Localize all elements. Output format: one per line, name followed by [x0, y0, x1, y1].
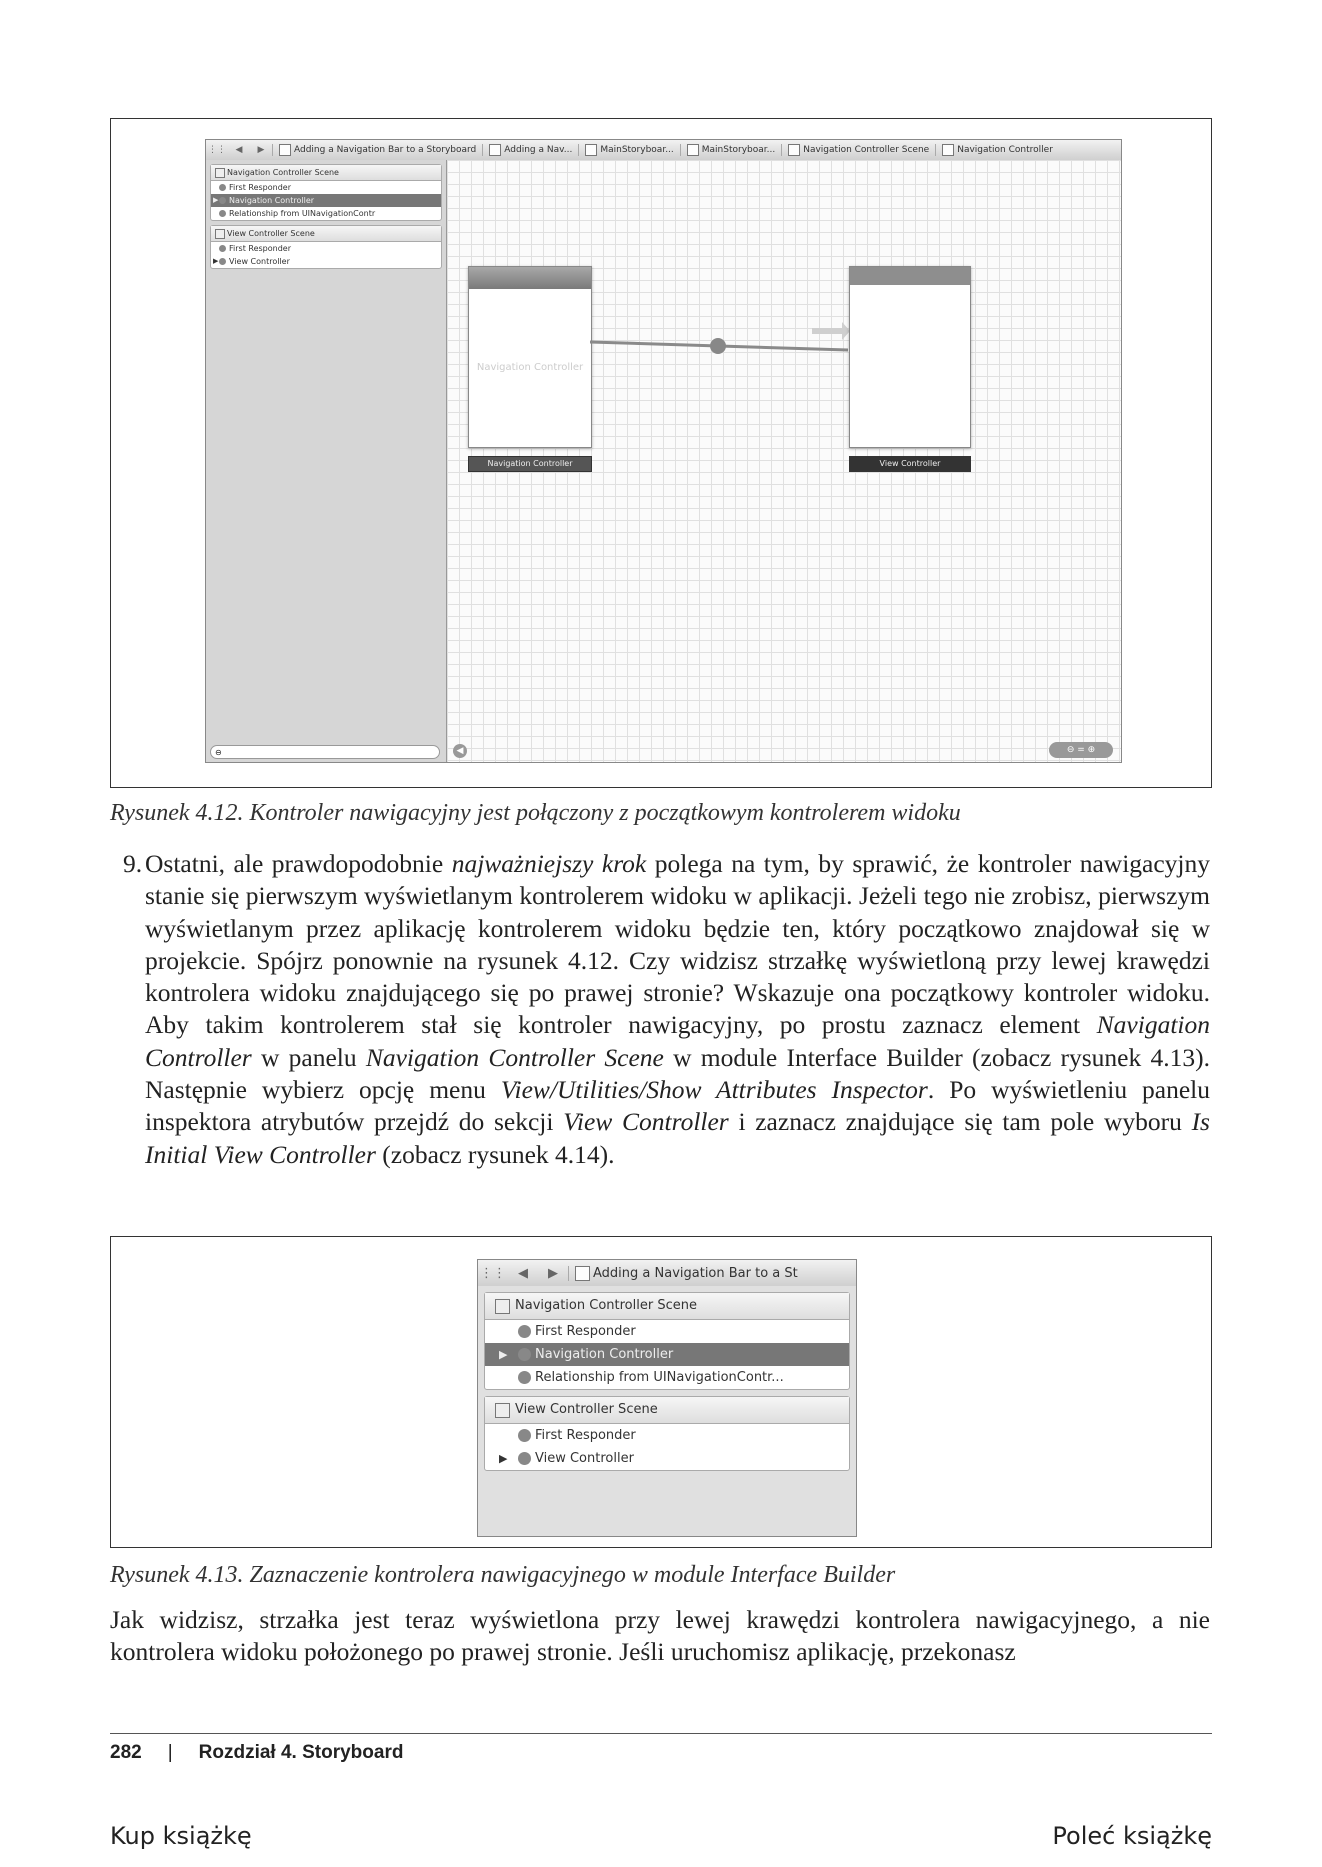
figure-caption: Rysunek 4.12. Kontroler nawigacyjny jest połączony z początkowym kontrolerem widoku	[110, 800, 961, 826]
scene-icon	[495, 1403, 510, 1418]
view-controller-scene	[484, 1396, 850, 1471]
xcode-screenshot	[205, 139, 1122, 763]
outline-filter-field[interactable]	[210, 745, 440, 759]
navigation-controller-scene	[210, 164, 442, 221]
page-number: 282	[110, 1742, 142, 1763]
outline-toggle-button[interactable]: ◀	[453, 744, 467, 758]
navigation-bar	[469, 267, 591, 289]
first-responder-icon	[518, 1429, 531, 1442]
folder-icon	[489, 144, 501, 156]
disclosure-triangle-icon[interactable]: ▶	[499, 1452, 508, 1465]
outline-item-relationship[interactable]: Relationship from UINavigationContr	[211, 207, 441, 220]
scene-icon	[215, 168, 225, 178]
project-icon	[279, 144, 291, 156]
breadcrumb-item[interactable]: Adding a Navigation Bar to a Storyboard	[272, 144, 482, 156]
outline-item-relationship[interactable]: Relationship from UINavigationContr...	[485, 1366, 849, 1389]
relationship-icon	[219, 210, 226, 217]
paragraph: Jak widzisz, strzałka jest teraz wyświetlona przy lewej krawędzi kontrolera nawigacyjnego, a nie kontrolera widoku położonego po prawej stronie. Jeśli uruchomisz aplikację, przekonasz	[110, 1605, 1210, 1667]
navigation-controller-text: Navigation Controller	[476, 362, 584, 373]
view-controller-scene	[210, 225, 442, 269]
navigation-controller-label[interactable]: Navigation Controller	[468, 456, 592, 472]
controller-icon	[942, 144, 954, 156]
breadcrumb-item[interactable]: Adding a Navigation Bar to a St	[568, 1266, 804, 1281]
figure-4-13	[110, 1236, 1212, 1548]
project-icon	[575, 1266, 590, 1281]
segue-icon[interactable]	[710, 338, 726, 354]
xcode-outline-screenshot	[477, 1259, 857, 1537]
first-responder-icon	[219, 245, 226, 252]
scene-icon	[788, 144, 800, 156]
numbered-paragraph	[123, 848, 1210, 1171]
outline-item-first-responder[interactable]: First Responder	[211, 242, 441, 255]
outline-item-navigation-controller[interactable]: ▶ Navigation Controller	[211, 194, 441, 207]
outline-item-view-controller[interactable]: ▶ View Controller	[485, 1447, 849, 1470]
forward-arrow-icon[interactable]: ▶	[257, 145, 265, 155]
navigation-controller-view[interactable]	[468, 266, 592, 448]
outline-item-navigation-controller[interactable]: ▶ Navigation Controller	[485, 1343, 849, 1366]
navigation-controller-icon	[518, 1348, 531, 1361]
first-responder-icon	[518, 1325, 531, 1338]
document-outline	[206, 160, 447, 762]
outline-item-first-responder[interactable]: First Responder	[485, 1320, 849, 1343]
segue-arrow[interactable]	[590, 330, 850, 370]
filter-icon: ⊖	[215, 748, 222, 757]
back-arrow-icon[interactable]: ◀	[235, 145, 243, 155]
buy-book-link[interactable]: Kup książkę	[110, 1822, 252, 1850]
jump-bar	[206, 140, 1121, 161]
figure-4-12	[110, 118, 1212, 788]
scene-icon	[495, 1299, 510, 1314]
document-outline	[478, 1286, 856, 1536]
status-bar	[850, 267, 970, 285]
paragraph-text: Ostatni, ale prawdopodobnie najważniejszy krok polega na tym, by sprawić, że kontroler nawigacyjny stanie się pierwszym wyświetlanym kontrolerem widoku w aplikacji. Jeżeli tego nie zrobisz, pierwszym wyświetlanym przez aplikację kontrolerem widoku będzie ten, który początkowo znajdował się w projekcie. Spójrz ponownie na rysunek 4.12. Czy widzisz strzałkę wyświetloną przy lewej krawędzi kontrolera widoku znajdującego się po prawej stronie? Wskazuje ona początkowy kontroler widoku. Aby takim kontrolerem stał się kontroler nawigacyjny, po prostu zaznacz element Navigation Controller w panelu Navigation Controller Scene w module Interface Builder (zobacz rysunek 4.13). Następnie wybierz opcję menu View/Utilities/Show Attributes Inspector. Po wyświetleniu panelu inspektora atrybutów przejdź do sekcji View Controller i zaznacz znajdujące się tam pole wyboru Is Initial View Controller (zobacz rysunek 4.14).	[145, 849, 1210, 1169]
breadcrumb-item[interactable]: MainStoryboar...	[680, 144, 781, 156]
outline-item-first-responder[interactable]: First Responder	[485, 1424, 849, 1447]
breadcrumb-item[interactable]: MainStoryboar...	[578, 144, 679, 156]
recommend-book-link[interactable]: Poleć książkę	[1052, 1822, 1212, 1850]
scene-icon	[215, 229, 225, 239]
navigation-controller-scene	[484, 1292, 850, 1390]
grid-icon[interactable]: ⋮⋮	[480, 1265, 506, 1281]
disclosure-triangle-icon[interactable]: ▶	[499, 1348, 508, 1361]
scene-header[interactable]: View Controller Scene	[485, 1397, 849, 1424]
initial-arrow-icon	[812, 318, 852, 348]
scene-header[interactable]: Navigation Controller Scene	[211, 165, 441, 181]
zoom-controls[interactable]: ⊖ = ⊕	[1049, 742, 1113, 758]
scene-header[interactable]: View Controller Scene	[211, 226, 441, 242]
outline-item-first-responder[interactable]: First Responder	[211, 181, 441, 194]
footer-separator: |	[167, 1742, 173, 1763]
view-controller-icon	[518, 1452, 531, 1465]
disclosure-triangle-icon[interactable]: ▶	[213, 196, 219, 204]
storyboard-canvas[interactable]	[447, 160, 1121, 762]
forward-arrow-icon[interactable]: ▶	[548, 1265, 558, 1281]
scene-header[interactable]: Navigation Controller Scene	[485, 1293, 849, 1320]
disclosure-triangle-icon[interactable]: ▶	[213, 257, 219, 265]
figure-caption: Rysunek 4.13. Zaznaczenie kontrolera nawigacyjnego w module Interface Builder	[110, 1562, 896, 1588]
page-footer	[110, 1742, 403, 1764]
back-arrow-icon[interactable]: ◀	[518, 1265, 528, 1281]
chapter-title: Rozdział 4. Storyboard	[198, 1742, 404, 1763]
view-controller-view[interactable]	[849, 266, 971, 448]
storyboard-icon	[585, 144, 597, 156]
relationship-icon	[518, 1371, 531, 1384]
breadcrumb-item[interactable]: Navigation Controller	[935, 144, 1059, 156]
storyboard-icon	[687, 144, 699, 156]
footer-divider	[110, 1733, 1212, 1734]
list-number: 9.	[123, 849, 143, 878]
breadcrumb-item[interactable]: Navigation Controller Scene	[781, 144, 935, 156]
breadcrumb-item[interactable]: Adding a Nav...	[482, 144, 578, 156]
jump-bar	[478, 1260, 856, 1287]
grid-icon[interactable]: ⋮⋮	[208, 145, 226, 155]
outline-item-view-controller[interactable]: ▶ View Controller	[213, 257, 290, 266]
view-controller-label[interactable]: View Controller	[849, 456, 971, 472]
navigation-controller-icon	[219, 197, 226, 204]
first-responder-icon	[219, 184, 226, 191]
view-controller-icon	[219, 258, 226, 265]
